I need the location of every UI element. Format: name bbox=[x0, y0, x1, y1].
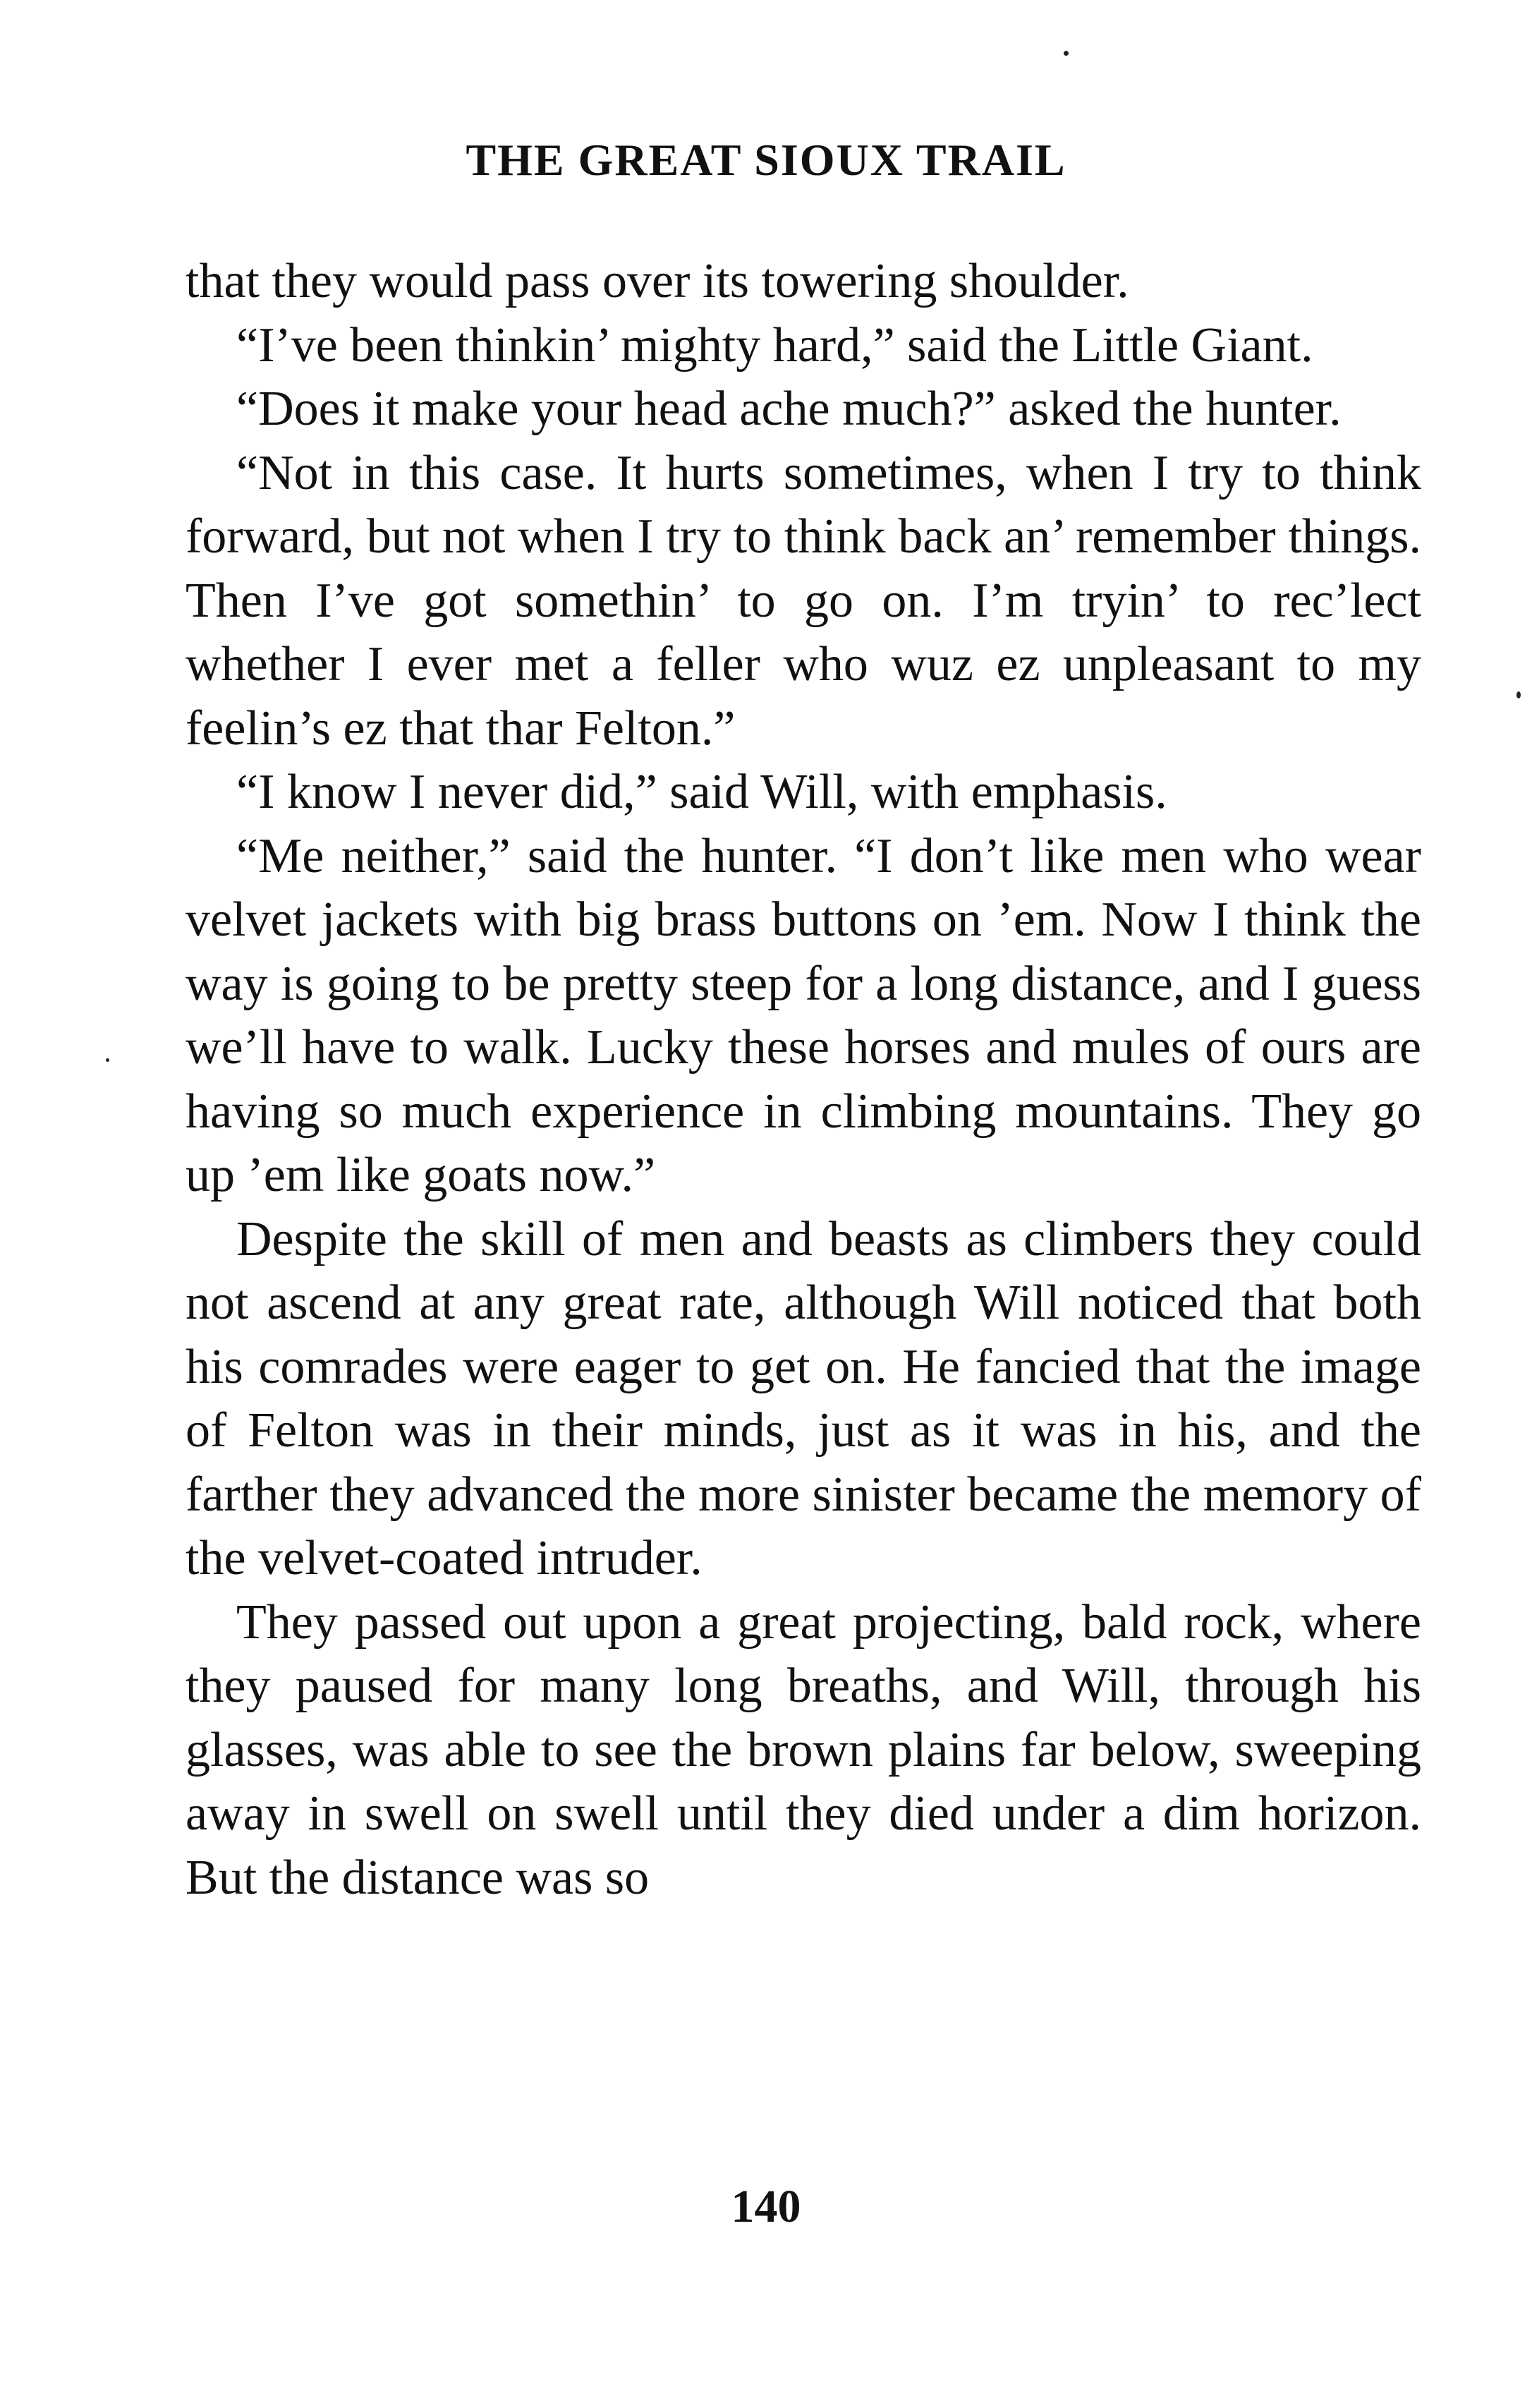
paragraph: “Does it make your head ache much?” asked the hunter. bbox=[236, 382, 1342, 436]
paragraph-continuation: that they would pass over its towering shoulder. bbox=[186, 254, 1129, 308]
paragraph: “Not in this case. It hurts sometimes, when I try to think forward, but not when I try to think back an’ remember things. Then I’ve got somethin’ to go on. I’m tryin’ to rec’lect whether I ever met a feller who wuz ez unpleasant to my feelin’s ez that thar Felton.” bbox=[186, 445, 1421, 756]
paragraph: “Me neither,” said the hunter. “I don’t like men who wear velvet jackets with big brass buttons on ’em. Now I think the way is going to be pretty steep for a long distance, and I guess we’ll have to walk. Lucky these horses and mules of ours are having so much experience in climbing mountains. They go up ’em like goats now.” bbox=[186, 828, 1421, 1202]
paragraph: They passed out upon a great projecting, bald rock, where they paused for many long breaths, and Will, through his glasses, was able to see the brown plains far below, sweeping away in swell on swell until they died under a dim horizon. But the distance was so bbox=[186, 1595, 1421, 1905]
scan-speck bbox=[1064, 51, 1069, 56]
scan-speck bbox=[1516, 691, 1521, 698]
paragraph: “I know I never did,” said Will, with emphasis. bbox=[236, 765, 1167, 819]
paragraph: Despite the skill of men and beasts as climbers they could not ascend at any great rate, although Will noticed that both his comrades were eager to get on. He fancied that the image of Felton was in their minds, just as it was in his, and the farther they advanced the more sinister became the memory of the velvet-coated intruder. bbox=[186, 1211, 1421, 1585]
running-title: THE GREAT SIOUX TRAIL bbox=[466, 135, 1066, 185]
page-number: 140 bbox=[731, 2181, 801, 2232]
body-text bbox=[186, 250, 1421, 1910]
scan-speck bbox=[106, 1058, 109, 1062]
paragraph: “I’ve been thinkin’ mighty hard,” said the Little Giant. bbox=[236, 317, 1313, 373]
